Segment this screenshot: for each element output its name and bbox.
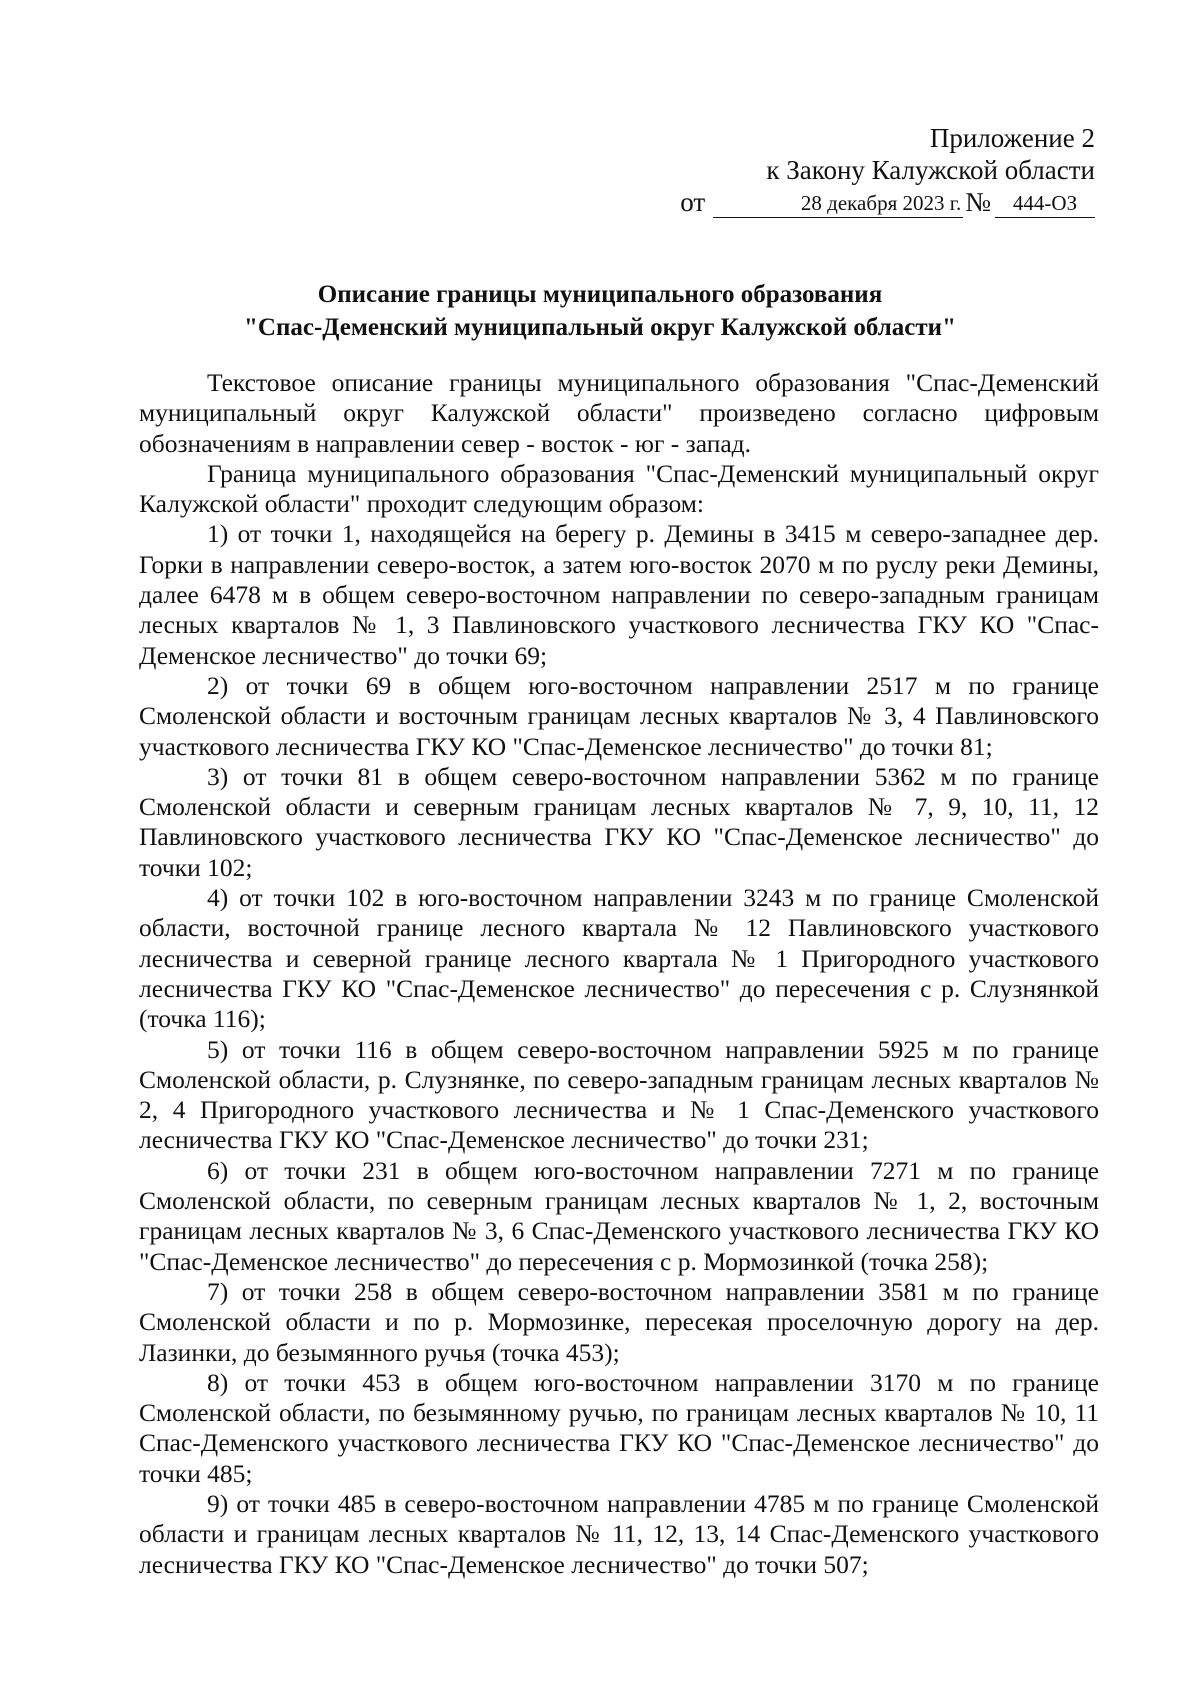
paragraph-item-6: 6) от точки 231 в общем юго-восточном направлении 7271 м по границе Смоленской области, по северным границам лесных кварталов № 1, 2, восточным границам лесных кварталов № 3, 6 Спас-Деменского участкового лесничества ГКУ КО "Спас-Деменское лесничество" до пересечения с р. Мормозинкой (точка 258); xyxy=(139,1155,1099,1276)
law-reference: к Закону Калужской области xyxy=(766,155,1095,185)
paragraph-item-5: 5) от точки 116 в общем северо-восточном направлении 5925 м по границе Смоленской области, р. Слузнянке, по северо-западным границам лесных кварталов № 2, 4 Пригородного участкового лесничества и № 1 Спас-Деменского участкового лесничества ГКУ КО "Спас-Деменское лесничество" до точки 231; xyxy=(139,1034,1099,1155)
paragraph-item-2: 2) от точки 69 в общем юго-восточном направлении 2517 м по границе Смоленской области и восточным границам лесных кварталов № 3, 4 Павлиновского участкового лесничества ГКУ КО "Спас-Деменское лесничество" до точки 81; xyxy=(139,670,1099,761)
paragraph-intro: Текстовое описание границы муниципального образования "Спас-Деменский муниципальный округ Калужской области" произведено согласно цифровым обозначениям в направлении север - восток - юг - запад. xyxy=(139,368,1099,458)
number-sign: № xyxy=(965,187,991,217)
date-number-row xyxy=(680,186,1095,218)
document-title xyxy=(105,278,1095,344)
paragraph-item-8: 8) от точки 453 в общем юго-восточном направлении 3170 м по границе Смоленской области, по безымянному ручью, по границам лесных кварталов № 10, 11 Спас-Деменского участкового лесничества ГКУ КО "Спас-Деменское лесничество" до точки 485; xyxy=(139,1367,1099,1488)
title-line-2: "Спас-Деменский муниципальный округ Калужской области" xyxy=(244,314,956,341)
appendix-header xyxy=(680,122,1095,218)
paragraph-item-7: 7) от точки 258 в общем северо-восточном направлении 3581 м по границе Смоленской области и по р. Мормозинке, пересекая проселочную дорогу на дер. Лазинки, до безымянного ручья (точка 453); xyxy=(139,1276,1099,1367)
paragraph-item-4: 4) от точки 102 в юго-восточном направлении 3243 м по границе Смоленской области, восточной границе лесного квартала № 12 Павлиновского участкового лесничества и северной границе лесного квартала № 1 Пригородного участкового лесничества ГКУ КО "Спас-Деменское лесничество" до пересечения с р. Слузнянкой (точка 116); xyxy=(139,883,1099,1034)
law-number: 444-ОЗ xyxy=(995,190,1095,218)
paragraph-boundary: Граница муниципального образования "Спас-Деменский муниципальный округ Калужской области" проходит следующим образом: xyxy=(139,458,1099,519)
law-date: 28 декабря 2023 г. xyxy=(713,190,963,218)
ot-label: от xyxy=(680,187,706,217)
paragraph-item-9: 9) от точки 485 в северо-восточном направлении 4785 м по границе Смоленской области и границам лесных кварталов № 11, 12, 13, 14 Спас-Деменского участкового лесничества ГКУ КО "Спас-Деменское лесничество" до точки 507; xyxy=(139,1488,1099,1579)
document-body xyxy=(139,368,1099,1580)
paragraph-item-1: 1) от точки 1, находящейся на берегу р. Демины в 3415 м северо-западнее дер. Горки в направлении северо-восток, а затем юго-восток 2070 м по руслу реки Демины, далее 6478 м в общем северо-восточном направлении по северо-западным границам лесных кварталов № 1, 3 Павлиновского участкового лесничества ГКУ КО "Спас-Деменское лесничество" до точки 69; xyxy=(139,519,1099,670)
title-line-1: Описание границы муниципального образования xyxy=(317,281,883,308)
appendix-label: Приложение 2 xyxy=(929,123,1095,153)
paragraph-item-3: 3) от точки 81 в общем северо-восточном направлении 5362 м по границе Смоленской области и северным границам лесных кварталов № 7, 9, 10, 11, 12 Павлиновского участкового лесничества ГКУ КО "Спас-Деменское лесничество" до точки 102; xyxy=(139,761,1099,882)
